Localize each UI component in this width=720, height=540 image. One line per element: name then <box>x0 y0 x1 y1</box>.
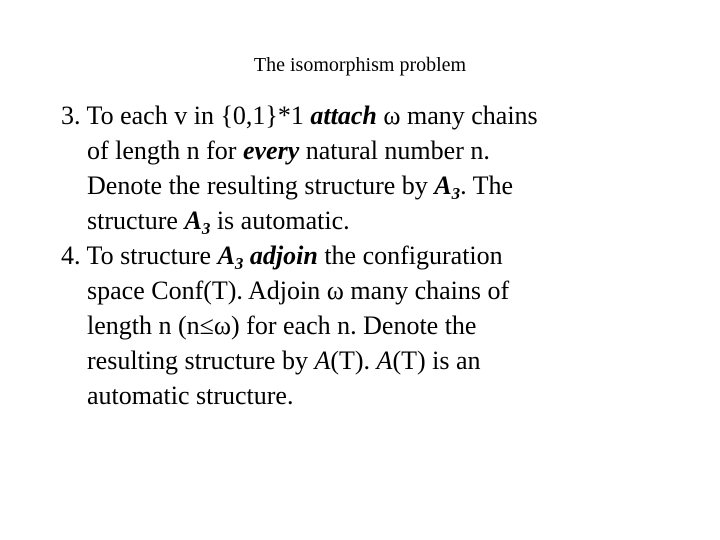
slide-body <box>61 98 701 413</box>
emphasis-adjoin: adjoin <box>249 241 318 270</box>
structure-subscript: 3 <box>451 184 461 203</box>
structure-subscript: 3 <box>234 254 244 273</box>
text-segment: 4. To structure <box>61 241 218 270</box>
structure-symbol: A <box>314 346 331 375</box>
text-segment: structure <box>87 206 185 235</box>
point-4-line-3 <box>61 308 701 343</box>
text-segment: space Conf(T). Adjoin ω many chains of <box>87 276 510 305</box>
point-3 <box>61 98 701 238</box>
emphasis-attach: attach <box>310 101 377 130</box>
emphasis-every: every <box>242 136 300 165</box>
text-segment: of length n for <box>87 136 243 165</box>
text-segment: resulting structure by <box>87 346 315 375</box>
point-3-line-3 <box>61 168 701 203</box>
point-4-line-2 <box>61 273 701 308</box>
slide-title: The isomorphism problem <box>253 54 467 76</box>
point-4-line-4 <box>61 343 701 378</box>
text-segment: 3. To each v in {0,1}*1 <box>61 101 311 130</box>
structure-symbol: A <box>376 346 393 375</box>
structure-subscript: 3 <box>201 219 211 238</box>
text-segment: length n (n≤ω) for each n. Denote the <box>87 311 477 340</box>
structure-symbol: A <box>184 206 202 235</box>
structure-symbol: A <box>434 171 452 200</box>
structure-symbol: A <box>217 241 235 270</box>
text-segment: (T) is an <box>392 346 481 375</box>
point-4-line-1 <box>61 238 701 273</box>
point-3-line-2 <box>61 133 701 168</box>
text-segment: is automatic. <box>210 206 350 235</box>
text-segment: Denote the resulting structure by <box>87 171 435 200</box>
text-segment: natural number n. <box>299 136 490 165</box>
text-segment: . The <box>460 171 514 200</box>
text-segment: (T). <box>330 346 377 375</box>
text-segment: ω many chains <box>376 101 538 130</box>
point-3-line-1 <box>61 98 701 133</box>
text-segment: the configuration <box>317 241 503 270</box>
text-segment: automatic structure. <box>87 381 294 410</box>
point-4-line-5 <box>61 378 701 413</box>
point-3-line-4 <box>61 203 701 238</box>
point-4 <box>61 238 701 413</box>
